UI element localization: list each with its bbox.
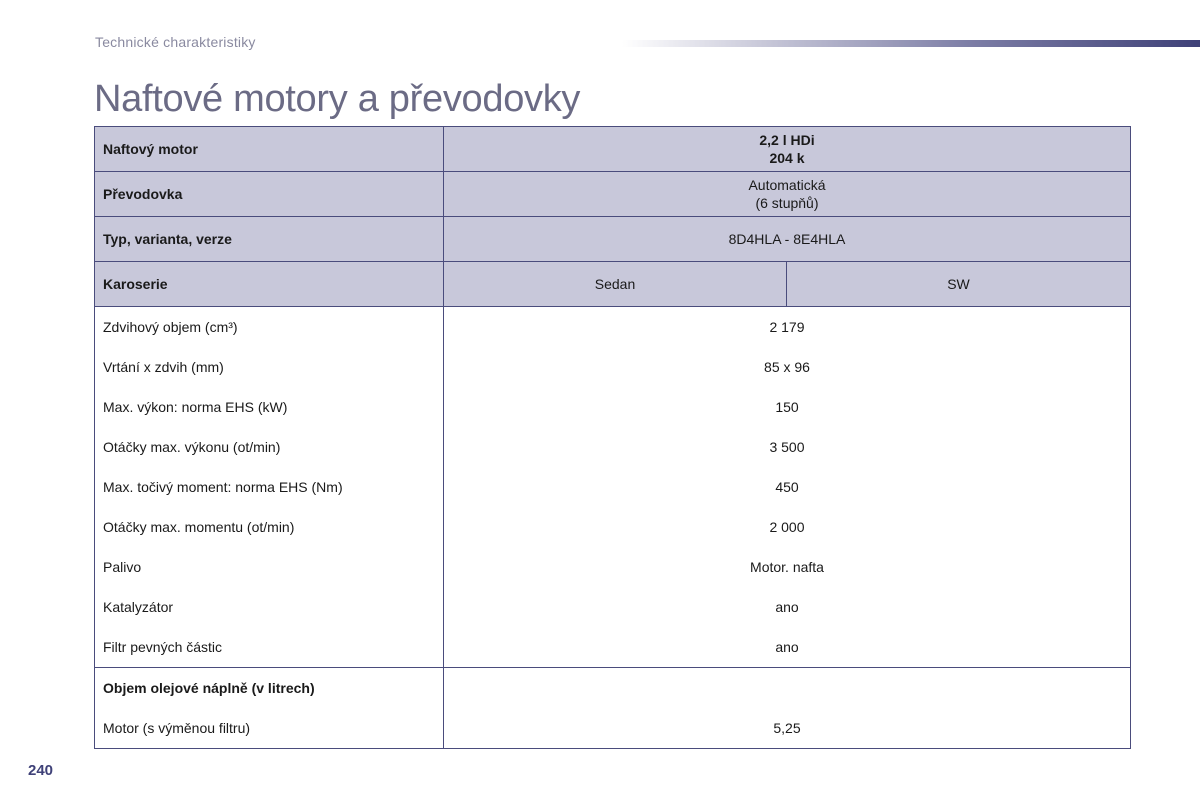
gearbox-value-line1: Automatická <box>748 177 826 193</box>
spec-label: Max. točivý moment: norma EHS (Nm) <box>95 467 444 507</box>
spec-label: Otáčky max. výkonu (ot/min) <box>95 427 444 467</box>
oil-heading-empty <box>444 668 1131 709</box>
spec-label: Zdvihový objem (cm³) <box>95 307 444 348</box>
engine-label: Naftový motor <box>95 127 444 172</box>
oil-row <box>95 708 1131 749</box>
spec-value: 2 179 <box>444 307 1131 348</box>
page-number: 240 <box>28 762 54 779</box>
spec-label: Palivo <box>95 547 444 587</box>
gearbox-row <box>95 172 1131 217</box>
spec-label: Katalyzátor <box>95 587 444 627</box>
spec-row <box>95 627 1131 668</box>
type-label: Typ, varianta, verze <box>95 217 444 262</box>
spec-row <box>95 307 1131 348</box>
gearbox-label: Převodovka <box>95 172 444 217</box>
body-sw: SW <box>787 262 1131 307</box>
spec-label: Vrtání x zdvih (mm) <box>95 347 444 387</box>
type-value: 8D4HLA - 8E4HLA <box>444 217 1131 262</box>
engine-value-line2: 204 k <box>769 150 805 166</box>
spec-row <box>95 587 1131 627</box>
page-title: Naftové motory a převodovky <box>94 78 581 120</box>
body-sedan: Sedan <box>444 262 787 307</box>
specifications-table <box>94 126 1131 749</box>
oil-label: Motor (s výměnou filtru) <box>95 708 444 749</box>
spec-row <box>95 507 1131 547</box>
spec-label: Filtr pevných částic <box>95 627 444 668</box>
header-gradient-bar <box>622 40 1200 47</box>
spec-row <box>95 467 1131 507</box>
spec-row <box>95 427 1131 467</box>
spec-row <box>95 347 1131 387</box>
oil-heading: Objem olejové náplně (v litrech) <box>95 668 444 709</box>
gearbox-value-line2: (6 stupňů) <box>755 195 819 211</box>
spec-value: 450 <box>444 467 1131 507</box>
spec-value: 3 500 <box>444 427 1131 467</box>
spec-label: Otáčky max. momentu (ot/min) <box>95 507 444 547</box>
spec-value: 150 <box>444 387 1131 427</box>
section-label: Technické charakteristiky <box>95 34 256 50</box>
gearbox-value <box>444 172 1131 217</box>
oil-value: 5,25 <box>444 708 1131 749</box>
type-row <box>95 217 1131 262</box>
spec-value: ano <box>444 587 1131 627</box>
body-row <box>95 262 1131 307</box>
engine-value-line1: 2,2 l HDi <box>759 132 815 148</box>
oil-heading-row <box>95 668 1131 709</box>
spec-value: 85 x 96 <box>444 347 1131 387</box>
spec-value: ano <box>444 627 1131 668</box>
engine-row <box>95 127 1131 172</box>
body-label: Karoserie <box>95 262 444 307</box>
engine-value <box>444 127 1131 172</box>
spec-value: 2 000 <box>444 507 1131 547</box>
spec-row <box>95 387 1131 427</box>
spec-row <box>95 547 1131 587</box>
spec-label: Max. výkon: norma EHS (kW) <box>95 387 444 427</box>
spec-value: Motor. nafta <box>444 547 1131 587</box>
